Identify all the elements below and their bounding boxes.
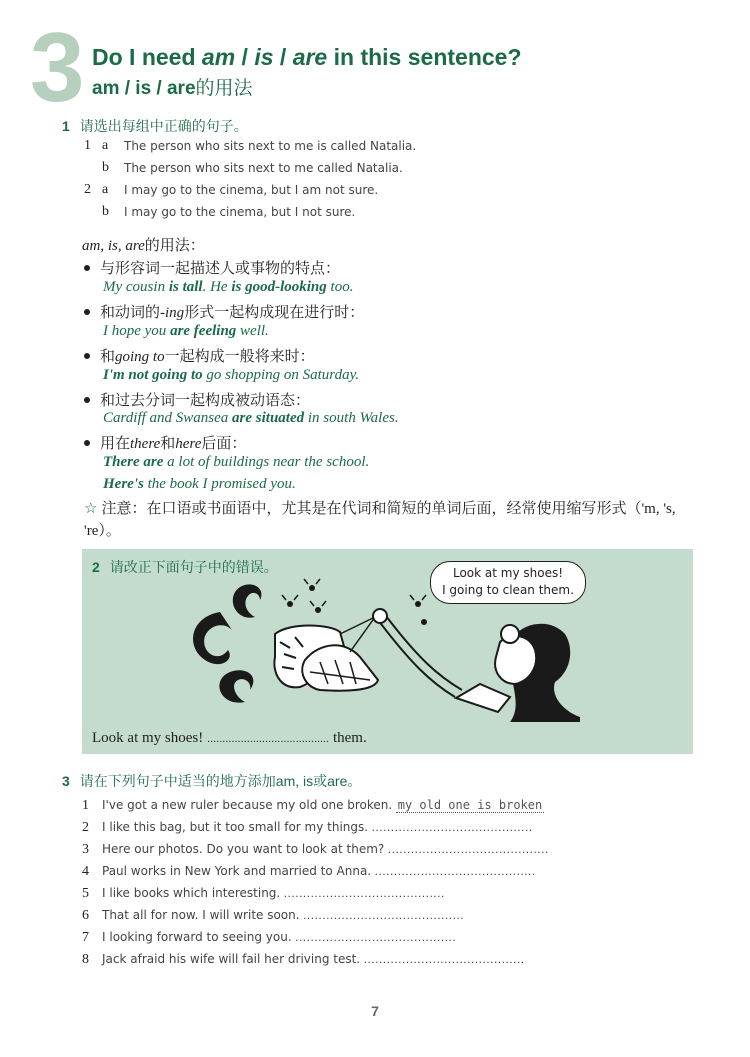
item-number: 2 [84, 182, 91, 197]
bubble-line-1: Look at my shoes! [452, 566, 564, 580]
answer-blank[interactable]: ........................................ [206, 733, 330, 745]
exercise3-item [82, 886, 445, 902]
option-letter: a [102, 138, 109, 153]
option-letter: b [102, 160, 109, 175]
item-number: 1 [84, 138, 91, 153]
option-text: The person who sits next to me is called Natalia. [124, 139, 417, 153]
flies [282, 579, 427, 625]
item-number: 4 [82, 864, 89, 879]
use-going-to: 和going to一起构成一般将来时： [82, 345, 315, 366]
bubble-line-2: I going to clean them. [442, 583, 574, 597]
smell-swirl [233, 584, 262, 617]
use-progressive: 和动词的-ing形式一起构成现在进行时： [82, 301, 364, 322]
bullet-icon [84, 397, 90, 403]
answer-blank[interactable]: .......................................... [303, 908, 465, 922]
exercise3-item [82, 908, 464, 924]
pinched-nose-hand [501, 625, 519, 643]
contraction-note: ☆ 注意：在口语或书面语中，尤其是在代词和简短的单词后面，经常使用缩写形式（'m, 's, 're）。 [84, 501, 676, 539]
page-subtitle: am / is / are的用法 [92, 77, 253, 99]
exercise3-item [82, 798, 544, 814]
option-letter: a [102, 182, 109, 197]
item-text: Here our photos. Do you want to look at them? [102, 842, 385, 856]
bullet-icon [84, 309, 90, 315]
answer-blank[interactable]: .......................................... [374, 864, 536, 878]
smell-swirl [193, 612, 232, 664]
use-passive: 和过去分词一起构成被动语态： [82, 389, 310, 410]
option-text: The person who sits next to me called Natalia. [124, 161, 403, 175]
use-here-example: Here's the book I promised you. [103, 476, 296, 492]
section1-title: 1 请选出每组中正确的句子。 [62, 118, 248, 134]
use-adjective-example: My cousin is tall. He is good-looking too. [103, 279, 354, 295]
hand [373, 609, 387, 623]
answer-blank[interactable]: .......................................... [295, 930, 457, 944]
use-there-here: 用在there和here后面： [82, 432, 246, 453]
item-text: I looking forward to seeing you. [102, 930, 292, 944]
exercise3-item [82, 952, 525, 968]
option-text: I may go to the cinema, but I not sure. [124, 205, 356, 219]
exercise3-item [82, 930, 456, 946]
item-text: I like this bag, but it too small for my things. [102, 820, 369, 834]
item-text: Jack afraid his wife will fail her driving test. [102, 952, 361, 966]
option-text: I may go to the cinema, but I am not sure. [124, 183, 379, 197]
speech-bubble [430, 561, 586, 604]
section2-title: 2 请改正下面句子中的错误。 [92, 559, 278, 575]
bullet-icon [84, 353, 90, 359]
shoe [302, 645, 378, 690]
star-icon: ☆ [84, 501, 98, 517]
use-adjective: 与形容词一起描述人或事物的特点： [82, 257, 340, 278]
uses-heading: am, is, are的用法： [82, 238, 205, 254]
item-number: 8 [82, 952, 89, 967]
option-letter: b [102, 204, 109, 219]
use-progressive-example: I hope you are feeling well. [103, 323, 269, 339]
exercise3-item [82, 864, 536, 880]
item-text: Paul works in New York and married to Anna. [102, 864, 372, 878]
bullet-icon [84, 440, 90, 446]
section3-title: 3 请在下列句子中适当的地方添加am, is或are。 [62, 773, 362, 789]
answer-blank[interactable]: .......................................... [387, 842, 549, 856]
page-title: Do I need am / is / are in this sentence? [92, 44, 522, 70]
exercise2-sentence: Look at my shoes! ........................................ them. [92, 730, 367, 746]
item-text: I like books which interesting. [102, 886, 281, 900]
item-number: 1 [82, 798, 89, 813]
answer-blank[interactable]: .......................................... [363, 952, 525, 966]
item-number: 7 [82, 930, 89, 945]
answer-example: my old one is broken [397, 798, 543, 812]
item-text: That all for now. I will write soon. [102, 908, 300, 922]
arm [378, 620, 455, 697]
item-text: I've got a new ruler because my old one broken. [102, 798, 393, 812]
answer-blank[interactable]: .......................................... [283, 886, 445, 900]
arm [386, 616, 462, 690]
girl-collar [456, 684, 510, 712]
answer-blank[interactable]: .......................................... [371, 820, 533, 834]
unit-number: 3 [30, 12, 85, 122]
use-going-to-example: I'm not going to go shopping on Saturday. [103, 367, 360, 383]
item-number: 6 [82, 908, 89, 923]
item-number: 3 [82, 842, 89, 857]
exercise3-item [82, 820, 533, 836]
use-passive-example: Cardiff and Swansea are situated in south Wales. [103, 410, 399, 426]
use-there-example: There are a lot of buildings near the school. [103, 454, 370, 470]
item-number: 5 [82, 886, 89, 901]
item-number: 2 [82, 820, 89, 835]
bullet-icon [84, 265, 90, 271]
smell-swirl [219, 670, 253, 702]
exercise3-item [82, 842, 549, 858]
page-number: 7 [371, 1003, 379, 1019]
